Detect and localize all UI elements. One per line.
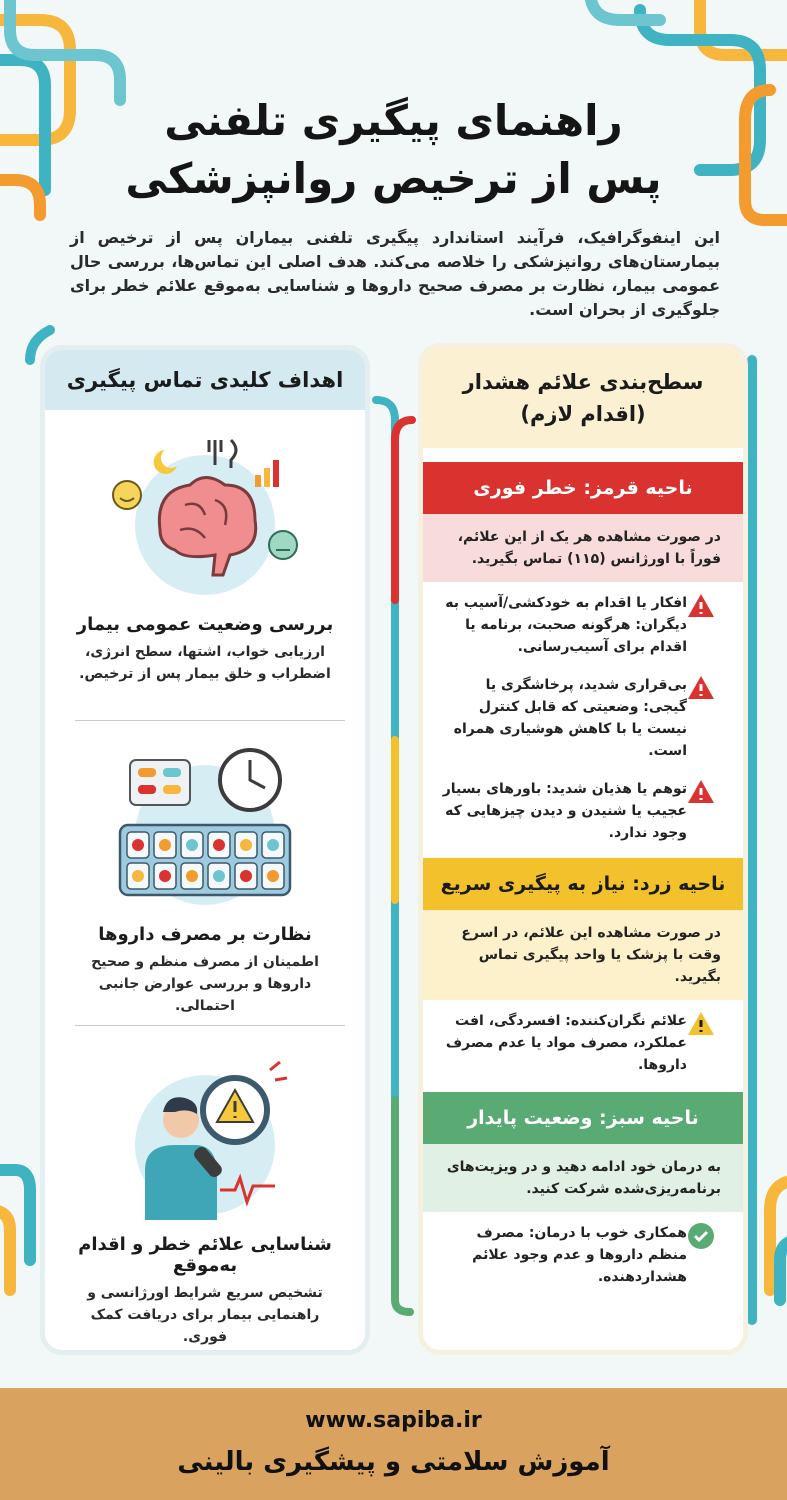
red-warning-icon — [687, 592, 715, 620]
divider — [75, 1025, 345, 1026]
red-item-text: بی‌قراری شدید، پرخاشگری یا گیجی: وضعیتی که قابل کنترل نیست یا با کاهش هوشیاری همراه است. — [453, 677, 687, 759]
goals-card — [40, 345, 370, 1355]
green-item-text: همکاری خوب با درمان: مصرف منظم داروها و عدم وجود علائم هشداردهنده. — [472, 1225, 687, 1285]
warning-levels-card — [418, 343, 748, 1355]
goal-2-title: نظارت بر مصرف داروها — [98, 924, 312, 945]
red-item-text: افکار یا اقدام به خودکشی/آسیب به دیگران: هرگونه صحبت، برنامه یا اقدام برای آسیب‌رسانی. — [445, 595, 687, 655]
magnifier-warning-icon — [105, 1050, 305, 1220]
goal-3-title: شناسایی علائم خطر و اقدام به‌موقع — [78, 1234, 332, 1276]
red-zone-title: ناحیه قرمز: خطر فوری — [423, 462, 743, 514]
goal-3-desc: تشخیص سریع شرایط اورژانسی و راهنمایی بیمار برای دریافت کمک فوری. — [87, 1285, 323, 1345]
footer-tagline: آموزش سلامتی و پیشگیری بالینی — [177, 1447, 610, 1477]
red-warning-icon — [687, 674, 715, 702]
goals-header: اهداف کلیدی تماس پیگیری — [45, 350, 365, 410]
yellow-item-text: علائم نگران‌کننده: افسردگی، افت عملکرد، مصرف مواد یا عدم مصرف داروها. — [445, 1013, 687, 1073]
footer — [0, 1388, 787, 1500]
warning-header — [423, 348, 743, 448]
red-item-3 — [423, 768, 743, 858]
yellow-item-1 — [423, 1000, 743, 1092]
divider — [75, 720, 345, 721]
warning-header-line-2: (اقدام لازم) — [520, 402, 646, 426]
red-item-1 — [423, 582, 743, 664]
yellow-warning-icon — [687, 1010, 715, 1038]
brain-icon — [105, 430, 305, 600]
goal-medication — [45, 740, 365, 1017]
red-warning-icon — [687, 778, 715, 806]
red-item-text: توهم یا هذیان شدید: باورهای بسیار عجیب یا شنیدن و دیدن چیزهایی که وجود ندارد. — [442, 781, 687, 841]
goal-1-desc: ارزیابی خواب، اشتها، سطح انرژی، اضطراب و خلق بیمار پس از ترخیص. — [79, 644, 331, 682]
yellow-zone-note: در صورت مشاهده این علائم، در اسرع وقت با پزشک یا واحد پیگیری تماس بگیرید. — [423, 910, 743, 1000]
pill-organizer-icon — [105, 740, 305, 910]
footer-url[interactable]: www.sapiba.ir — [305, 1408, 482, 1433]
red-zone-note: در صورت مشاهده هر یک از این علائم، فوراً با اورژانس (۱۱۵) تماس بگیرید. — [423, 514, 743, 582]
green-zone-title: ناحیه سبز: وضعیت پایدار — [423, 1092, 743, 1144]
warning-header-line-1: سطح‌بندی علائم هشدار — [462, 370, 704, 394]
green-zone-note: به درمان خود ادامه دهید و در ویزیت‌های برنامه‌ریزی‌شده شرکت کنید. — [423, 1144, 743, 1212]
title-line-2: پس از ترخیص روانپزشکی — [125, 154, 662, 203]
check-circle-icon — [687, 1222, 715, 1250]
red-item-2 — [423, 664, 743, 768]
goal-2-desc: اطمینان از مصرف منظم و صحیح داروها و بررسی عوارض جانبی احتمالی. — [91, 954, 319, 1014]
yellow-zone-title: ناحیه زرد: نیاز به پیگیری سریع — [423, 858, 743, 910]
goal-general-status — [45, 430, 365, 685]
page-title — [60, 92, 727, 208]
goal-danger-signs — [45, 1050, 365, 1348]
goal-1-title: بررسی وضعیت عمومی بیمار — [76, 614, 334, 635]
intro-paragraph: این اینفوگرافیک، فرآیند استاندارد پیگیری تلفنی بیماران پس از ترخیص از بیمارستان‌های روانپزشکی را خلاصه می‌کند. هدف اصلی این تماس‌ها، بررسی حال عمومی بیمار، نظارت بر مصرف صحیح داروها و شناسایی به‌موقع علائم خطر برای جلوگیری از بحران است. — [70, 228, 720, 319]
green-item-1 — [423, 1212, 743, 1294]
title-line-1: راهنمای پیگیری تلفنی — [164, 96, 623, 145]
